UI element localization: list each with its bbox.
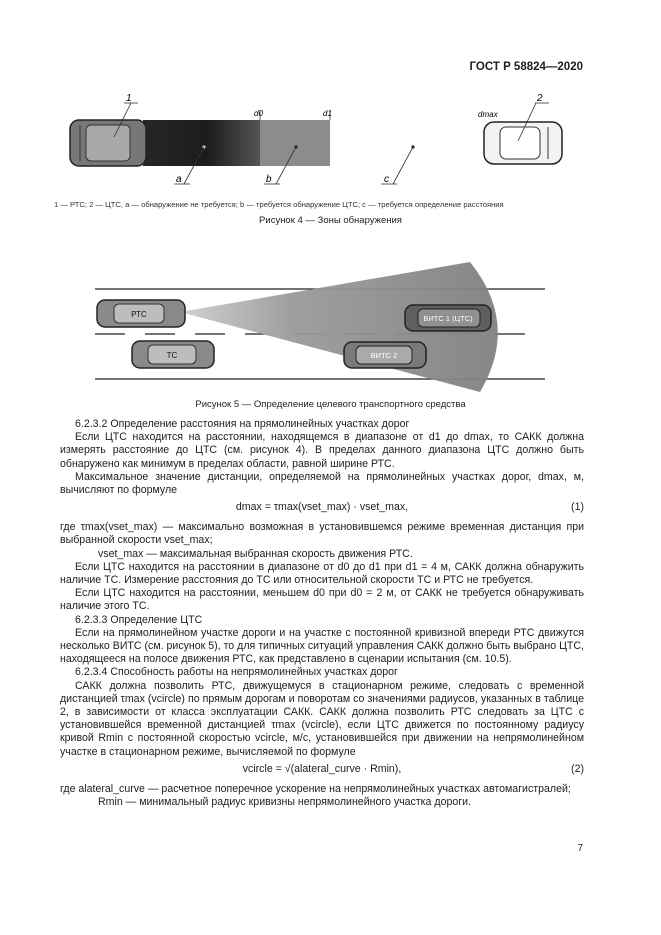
paragraph-5: Если на прямолинейном участке дороги и на участке с постоянной кривизной впереди РТС движутся несколько ВИТС (см. рисунок 5), то для типичных ситуаций управления САКК должно быть выбрано ЦТС, находящееся на полосе движения РТС, как представлено в сценарии испытания (см. 10.5).	[60, 626, 584, 666]
figure-4-caption: Рисунок 4 — Зоны обнаружения	[259, 215, 402, 226]
figure-4-legend: 1 — РТС; 2 — ЦТС, a — обнаружение не требуется; b — требуется обнаружение ЦТС; c — требуется определение расстояния	[54, 200, 504, 209]
where-2a: где alateral_curve — расчетное поперечное ускорение на непрямолинейных участках автомагистралей;	[60, 782, 571, 795]
formula-2-number: (2)	[571, 762, 584, 775]
ts-car	[132, 341, 214, 368]
zone-c-label: c	[384, 174, 389, 185]
zone-b	[260, 120, 330, 166]
document-header: ГОСТ Р 58824—2020	[469, 61, 583, 73]
formula-2	[60, 759, 584, 783]
vits1-label: ВИТС 1 (ЦТС)	[423, 314, 473, 323]
ts-label: ТС	[166, 351, 178, 360]
label-1: 1	[126, 93, 132, 104]
label-d1: d1	[323, 109, 332, 118]
where-2b: Rmin — минимальный радиус кривизны непрямолинейного участка дороги.	[98, 796, 471, 809]
paragraph-6: САКК должна позволить РТС, движущемуся в стационарном режиме, следовать с временной дистанцией τmax (vcircle) по прямым дорогам и поворотам со значениями радиусов, указанных в таблице 2, в зависимости от класса эксплуатации САКК. САКК должна позволить РТС следовать за ЦТС с установившейся временной дистанцией τmax (vcircle), если ЦТС движется по постоянному радиусу кривой Rmin с постоянной скоростью vcircle, м/с, установившейся при движении на непрямолинейном участке в стационарном режиме, вычисляемой по формуле	[60, 679, 584, 758]
where-1b: vset_max — максимальная выбранная скорость движения РТС.	[98, 547, 413, 560]
label-2: 2	[537, 93, 543, 104]
where-1a: где τmax(vset_max) — максимально возможная в установившемся режиме временная дистанция при выбранной скорости vset_max;	[60, 521, 584, 547]
label-d0: d0	[254, 109, 263, 118]
figure-5-target-vehicle	[0, 262, 661, 397]
paragraph-2: Максимальное значение дистанции, определяемой на прямолинейных участках дорог, dmax, м, вычисляют по формуле	[60, 470, 584, 497]
zone-a-label: a	[176, 174, 182, 185]
paragraph-1: Если ЦТС находится на расстоянии, находящемся в диапазоне от d1 до dmax, то САКК должна измерять расстояние до ЦТС (см. рисунок 4). В пределах данного диапазона ЦТС должно быть обнаружено как минимум в пределах области, равной ширине РТС.	[60, 431, 584, 470]
section-6233-title: 6.2.3.3 Определение ЦТС	[75, 613, 203, 626]
section-6234-title: 6.2.3.4 Способность работы на непрямолинейных участках дорог	[75, 666, 398, 679]
rts-car-icon	[70, 120, 146, 166]
figure-4-detection-zones	[0, 85, 661, 195]
rts-car	[97, 300, 185, 327]
body-text	[60, 418, 584, 809]
paragraph-4: Если ЦТС находится на расстоянии, меньшем d0 при d0 = 2 м, от САКК не требуется обнаруживать наличие этого ТС.	[60, 587, 584, 613]
section-6232-title: 6.2.3.2 Определение расстояния на прямолинейных участках дорог	[75, 418, 410, 430]
zone-a	[143, 120, 260, 166]
rts-label: РТС	[131, 310, 147, 319]
vits2-label: ВИТС 2	[370, 351, 398, 360]
formula-1	[60, 497, 584, 521]
vits1-car	[405, 305, 491, 331]
label-dmax: dmax	[478, 110, 498, 119]
formula-1-expression: dmax = τmax(vset_max) · vset_max,	[235, 501, 409, 514]
formula-2-expression: vcircle = √(alateral_curve · Rmin),	[242, 762, 402, 775]
vits2-car	[344, 342, 426, 368]
zone-b-label: b	[266, 174, 272, 185]
figure-5-caption: Рисунок 5 — Определение целевого транспортного средства	[195, 399, 466, 410]
formula-1-number: (1)	[571, 501, 584, 514]
cts-car-icon	[484, 122, 562, 164]
paragraph-3: Если ЦТС находится на расстоянии в диапазоне от d0 до d1 при d1 = 4 м, САКК должна обнаружить наличие ТС. Измерение расстояния до ТС или относительной скорости ТС и РТС не требуется.	[60, 560, 584, 587]
page-number: 7	[577, 843, 583, 854]
